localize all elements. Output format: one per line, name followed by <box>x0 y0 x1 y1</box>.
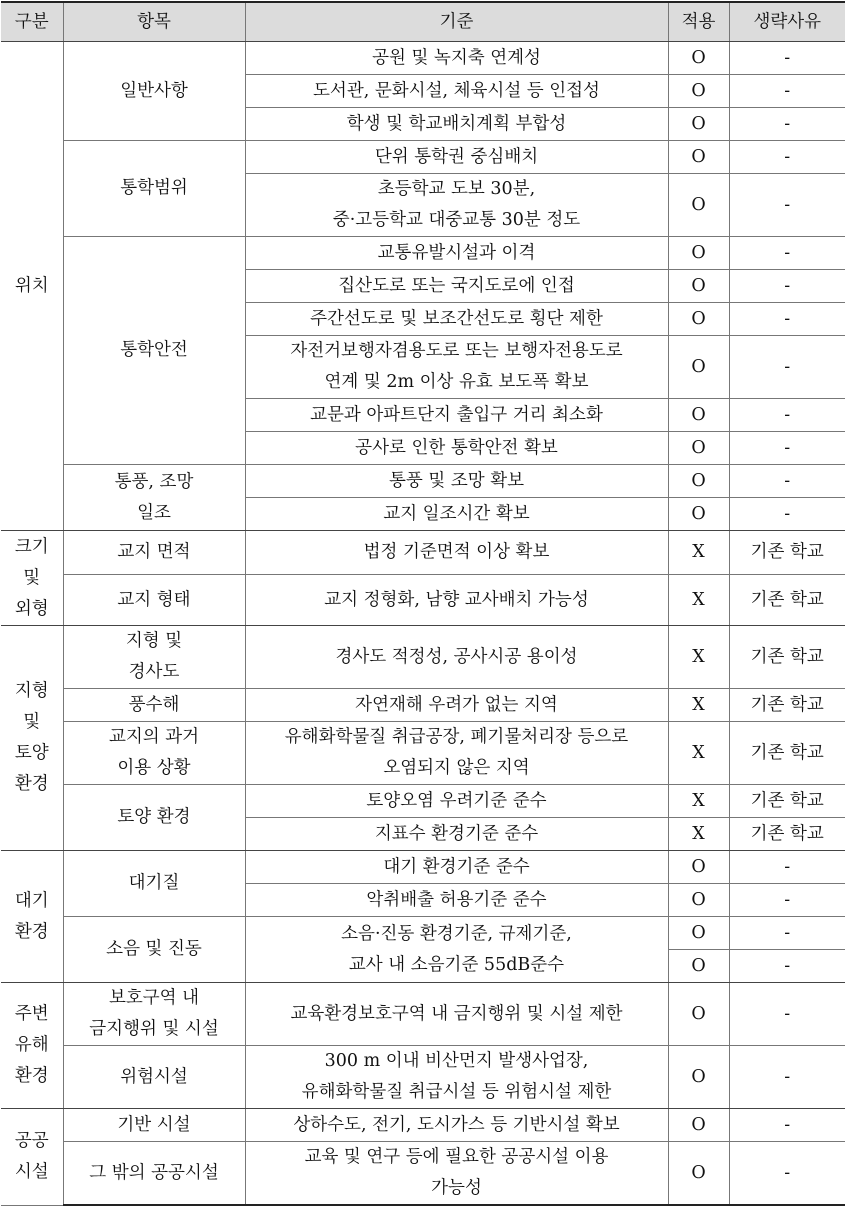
applied-cell: O <box>668 336 729 399</box>
applied-cell: X <box>668 531 729 575</box>
criteria-cell: 악취배출 허용기준 준수 <box>245 884 668 917</box>
omit-reason-cell: - <box>729 42 845 75</box>
item-cell: 풍수해 <box>63 689 245 722</box>
applied-cell: O <box>668 1109 729 1142</box>
item-cell: 위험시설 <box>63 1046 245 1109</box>
item-cell: 통학범위 <box>63 141 245 237</box>
item-cell: 보호구역 내 금지행위 및 시설 <box>63 983 245 1046</box>
omit-reason-cell: - <box>729 432 845 465</box>
header-row <box>1 2 845 42</box>
applied-cell: O <box>668 983 729 1046</box>
criteria-cell: 교지 정형화, 남향 교사배치 가능성 <box>245 575 668 626</box>
criteria-cell: 자전거보행자겸용도로 또는 보행자전용도로 연계 및 2m 이상 유효 보도폭 확보 <box>245 336 668 399</box>
table-row <box>1 531 845 575</box>
criteria-cell: 유해화학물질 취급공장, 폐기물처리장 등으로 오염되지 않은 지역 <box>245 722 668 785</box>
table-row <box>1 917 845 950</box>
table-row <box>1 1142 845 1206</box>
criteria-cell: 교지 일조시간 확보 <box>245 498 668 531</box>
criteria-cell: 교육환경보호구역 내 금지행위 및 시설 제한 <box>245 983 668 1046</box>
applied-cell: O <box>668 399 729 432</box>
applied-cell: O <box>668 237 729 270</box>
omit-reason-cell: - <box>729 917 845 950</box>
omit-reason-cell: 기존 학교 <box>729 722 845 785</box>
site-criteria-table <box>1 1 845 1206</box>
applied-cell: X <box>668 785 729 818</box>
applied-cell: O <box>668 1142 729 1206</box>
criteria-cell: 공원 및 녹지축 연계성 <box>245 42 668 75</box>
item-cell: 통풍, 조망 일조 <box>63 465 245 531</box>
omit-reason-cell: 기존 학교 <box>729 575 845 626</box>
applied-cell: O <box>668 303 729 336</box>
table-row <box>1 785 845 818</box>
applied-cell: X <box>668 722 729 785</box>
applied-cell: O <box>668 498 729 531</box>
item-cell: 통학안전 <box>63 237 245 465</box>
header-criteria: 기준 <box>245 2 668 42</box>
omit-reason-cell: - <box>729 1046 845 1109</box>
applied-cell: X <box>668 626 729 689</box>
item-cell: 토양 환경 <box>63 785 245 851</box>
criteria-cell: 토양오염 우려기준 준수 <box>245 785 668 818</box>
criteria-cell: 상하수도, 전기, 도시가스 등 기반시설 확보 <box>245 1109 668 1142</box>
header-applied: 적용 <box>668 2 729 42</box>
table-row <box>1 42 845 75</box>
applied-cell: O <box>668 465 729 498</box>
omit-reason-cell: 기존 학교 <box>729 818 845 851</box>
applied-cell: X <box>668 818 729 851</box>
omit-reason-cell: - <box>729 983 845 1046</box>
applied-cell: X <box>668 575 729 626</box>
applied-cell: O <box>668 1046 729 1109</box>
header-category: 구분 <box>1 2 63 42</box>
item-cell: 그 밖의 공공시설 <box>63 1142 245 1206</box>
header-item: 항목 <box>63 2 245 42</box>
table-row <box>1 465 845 498</box>
item-cell: 대기질 <box>63 851 245 917</box>
table-row <box>1 1109 845 1142</box>
item-cell: 소음 및 진동 <box>63 917 245 983</box>
category-cell: 주변 유해 환경 <box>1 983 63 1109</box>
item-cell: 기반 시설 <box>63 1109 245 1142</box>
category-cell: 공공 시설 <box>1 1109 63 1206</box>
applied-cell: O <box>668 141 729 174</box>
applied-cell: O <box>668 950 729 983</box>
omit-reason-cell: - <box>729 108 845 141</box>
applied-cell: O <box>668 174 729 237</box>
category-cell: 대기 환경 <box>1 851 63 983</box>
table-row <box>1 851 845 884</box>
criteria-cell: 교육 및 연구 등에 필요한 공공시설 이용 가능성 <box>245 1142 668 1206</box>
category-cell: 지형 및 토양 환경 <box>1 626 63 851</box>
omit-reason-cell: - <box>729 336 845 399</box>
criteria-cell: 소음·진동 환경기준, 규제기준, 교사 내 소음기준 55dB준수 <box>245 917 668 983</box>
criteria-cell: 단위 통학권 중심배치 <box>245 141 668 174</box>
omit-reason-cell: - <box>729 1142 845 1206</box>
table-row <box>1 141 845 174</box>
omit-reason-cell: - <box>729 174 845 237</box>
criteria-cell: 경사도 적정성, 공사시공 용이성 <box>245 626 668 689</box>
table-row <box>1 1046 845 1109</box>
applied-cell: O <box>668 270 729 303</box>
omit-reason-cell: - <box>729 884 845 917</box>
category-cell: 위치 <box>1 42 63 531</box>
criteria-cell: 집산도로 또는 국지도로에 인접 <box>245 270 668 303</box>
applied-cell: O <box>668 75 729 108</box>
item-cell: 교지 형태 <box>63 575 245 626</box>
applied-cell: O <box>668 108 729 141</box>
criteria-cell: 학생 및 학교배치계획 부합성 <box>245 108 668 141</box>
item-cell: 교지의 과거 이용 상황 <box>63 722 245 785</box>
omit-reason-cell: - <box>729 141 845 174</box>
omit-reason-cell: - <box>729 465 845 498</box>
applied-cell: O <box>668 851 729 884</box>
omit-reason-cell: - <box>729 950 845 983</box>
omit-reason-cell: - <box>729 75 845 108</box>
criteria-cell: 자연재해 우려가 없는 지역 <box>245 689 668 722</box>
criteria-cell: 300 m 이내 비산먼지 발생사업장, 유해화학물질 취급시설 등 위험시설 제한 <box>245 1046 668 1109</box>
omit-reason-cell: 기존 학교 <box>729 785 845 818</box>
omit-reason-cell: - <box>729 1109 845 1142</box>
omit-reason-cell: - <box>729 303 845 336</box>
item-cell: 교지 면적 <box>63 531 245 575</box>
item-cell: 일반사항 <box>63 42 245 141</box>
omit-reason-cell: - <box>729 270 845 303</box>
header-omit-reason: 생략사유 <box>729 2 845 42</box>
omit-reason-cell: 기존 학교 <box>729 626 845 689</box>
omit-reason-cell: - <box>729 237 845 270</box>
applied-cell: X <box>668 689 729 722</box>
omit-reason-cell: - <box>729 498 845 531</box>
criteria-cell: 주간선도로 및 보조간선도로 횡단 제한 <box>245 303 668 336</box>
criteria-cell: 도서관, 문화시설, 체육시설 등 인접성 <box>245 75 668 108</box>
criteria-cell: 지표수 환경기준 준수 <box>245 818 668 851</box>
omit-reason-cell: 기존 학교 <box>729 689 845 722</box>
table-row <box>1 983 845 1046</box>
criteria-cell: 대기 환경기준 준수 <box>245 851 668 884</box>
table-row <box>1 626 845 689</box>
table-row <box>1 237 845 270</box>
omit-reason-cell: - <box>729 851 845 884</box>
applied-cell: O <box>668 884 729 917</box>
criteria-cell: 통풍 및 조망 확보 <box>245 465 668 498</box>
criteria-cell: 교문과 아파트단지 출입구 거리 최소화 <box>245 399 668 432</box>
item-cell: 지형 및 경사도 <box>63 626 245 689</box>
table-row <box>1 575 845 626</box>
category-cell: 크기 및 외형 <box>1 531 63 626</box>
criteria-cell: 공사로 인한 통학안전 확보 <box>245 432 668 465</box>
omit-reason-cell: 기존 학교 <box>729 531 845 575</box>
criteria-cell: 교통유발시설과 이격 <box>245 237 668 270</box>
table-row <box>1 722 845 785</box>
criteria-cell: 법정 기준면적 이상 확보 <box>245 531 668 575</box>
criteria-cell: 초등학교 도보 30분, 중·고등학교 대중교통 30분 정도 <box>245 174 668 237</box>
applied-cell: O <box>668 917 729 950</box>
applied-cell: O <box>668 42 729 75</box>
applied-cell: O <box>668 432 729 465</box>
table-row <box>1 689 845 722</box>
omit-reason-cell: - <box>729 399 845 432</box>
